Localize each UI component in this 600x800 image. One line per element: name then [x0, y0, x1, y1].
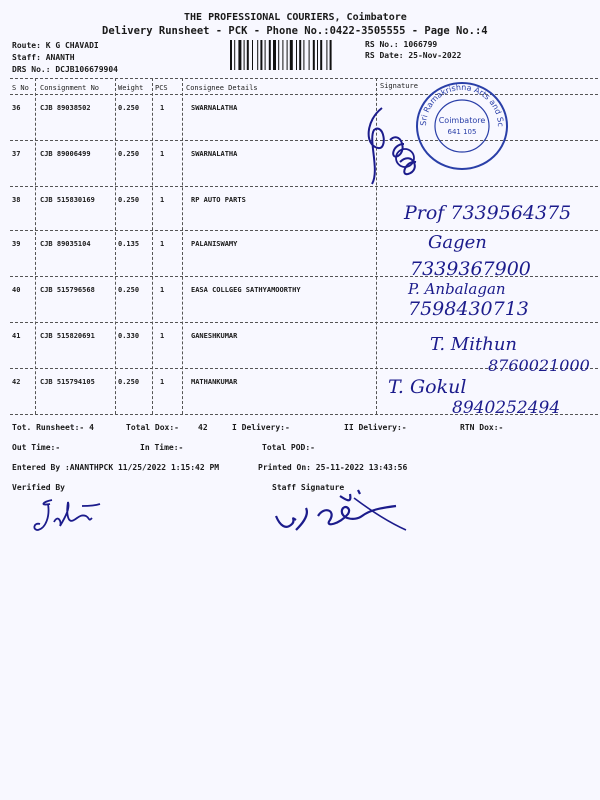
row-consignee: GANESHKUMAR: [191, 332, 238, 340]
route-label: Route: K G CHAVADI: [12, 41, 99, 50]
handwritten-name: P. Anbalagan: [408, 280, 506, 298]
row-consignee: SWARNALATHA: [191, 150, 238, 158]
verified-by-label: Verified By: [12, 483, 65, 492]
header-signature: Signature: [380, 82, 418, 90]
barcode-bar: [230, 40, 232, 70]
header-sno: S No: [12, 84, 29, 92]
row-consignment: CJB 515820691: [40, 332, 95, 340]
stamp-pin: 641 105: [447, 128, 477, 136]
staff-signature-label: Staff Signature: [272, 483, 345, 492]
out-time: Out Time:-: [12, 443, 61, 452]
stamp-city: Coimbatore: [438, 116, 486, 125]
barcode-bar: [330, 40, 332, 70]
row-weight: 0.250: [118, 150, 140, 158]
row-pcs: 1: [160, 332, 165, 340]
barcode-bar: [252, 40, 253, 70]
rs-date: RS Date: 25-Nov-2022: [365, 51, 462, 60]
barcode-bar: [282, 40, 283, 70]
row-weight: 0.135: [118, 240, 140, 248]
row-sno: 40: [12, 286, 21, 294]
row-pcs: 1: [160, 240, 165, 248]
row-pcs: 1: [160, 104, 165, 112]
row-weight: 0.250: [118, 286, 140, 294]
row-consignment: CJB 89035104: [40, 240, 91, 248]
row-sno: 36: [12, 104, 21, 112]
col-divider: [182, 78, 183, 414]
barcode-bar: [265, 40, 266, 70]
in-time: In Time:-: [140, 443, 184, 452]
barcode-bar: [290, 40, 293, 70]
barcode: [230, 40, 358, 70]
total-pod: Total POD:-: [262, 443, 315, 452]
row-rule: [10, 322, 598, 323]
row-pcs: 1: [160, 196, 165, 204]
company-title: THE PROFESSIONAL COURIERS, Coimbatore: [184, 12, 407, 23]
barcode-bar: [244, 40, 245, 70]
barcode-bar: [260, 40, 262, 70]
barcode-bar: [278, 40, 279, 70]
header-pcs: PCS: [155, 84, 168, 92]
row-pcs: 1: [160, 378, 165, 386]
barcode-bar: [273, 40, 276, 70]
row-pcs: 1: [160, 286, 165, 294]
col-divider: [152, 78, 153, 414]
row-consignee: SWARNALATHA: [191, 104, 238, 112]
row-pcs: 1: [160, 150, 165, 158]
handwritten-phone: Prof 7339564375: [404, 202, 572, 224]
row-sno: 39: [12, 240, 21, 248]
barcode-bar: [317, 40, 318, 70]
row-sno: 37: [12, 150, 21, 158]
barcode-bar: [299, 40, 301, 70]
barcode-bar: [287, 40, 288, 70]
barcode-bar: [234, 40, 235, 70]
barcode-bar: [326, 40, 327, 70]
verified-signature: [30, 492, 110, 536]
row-sno: 42: [12, 378, 21, 386]
handwritten-phone: 8940252494: [452, 398, 561, 418]
row-sno: 38: [12, 196, 21, 204]
barcode-bar: [320, 40, 322, 70]
handwritten-phone: 7598430713: [408, 298, 529, 320]
row-weight: 0.250: [118, 104, 140, 112]
staff-label: Staff: ANANTH: [12, 53, 75, 62]
stamp-ring-text: Sri Ramakrishna Arts and Science College: [409, 73, 506, 128]
row-consignee: EASA COLLGEG SATHYAMOORTHY: [191, 286, 301, 294]
runsheet-subtitle: Delivery Runsheet - PCK - Phone No.:0422-3505555 - Page No.:4: [102, 25, 488, 37]
row-consignment: CJB 89006499: [40, 150, 91, 158]
row-consignee: RP AUTO PARTS: [191, 196, 246, 204]
entered-by: Entered By :ANANTHPCK 11/25/2022 1:15:42 PM: [12, 463, 220, 472]
tot-runsheet: Tot. Runsheet:- 4: [12, 423, 94, 432]
barcode-bar: [309, 40, 310, 70]
row-consignee: PALANISWAMY: [191, 240, 238, 248]
staff-signature: [270, 486, 420, 542]
drs-label: DRS No.: DCJB106679904: [12, 65, 118, 74]
row-rule: [10, 230, 598, 231]
handwritten-phone: 8760021000: [488, 356, 590, 375]
header-consignment: Consignment No: [40, 84, 100, 92]
rs-number: RS No.: 1066799: [365, 40, 438, 49]
rtn-dox: RTN Dox:-: [460, 423, 504, 432]
barcode-bar: [257, 40, 258, 70]
printed-on: Printed On: 25-11-2022 13:43:56: [258, 463, 408, 472]
ii-delivery: II Delivery:-: [344, 423, 407, 432]
row-rule: [10, 186, 598, 187]
barcode-bar: [313, 40, 315, 70]
header-consignee: Consignee Details: [186, 84, 258, 92]
col-divider: [35, 78, 36, 414]
row-consignment: CJB 89038502: [40, 104, 91, 112]
table-top-rule: [10, 78, 598, 79]
barcode-bar: [303, 40, 304, 70]
row-weight: 0.250: [118, 378, 140, 386]
handwritten-name: Gagen: [428, 232, 487, 253]
i-delivery: I Delivery:-: [232, 423, 290, 432]
col-divider: [115, 78, 116, 414]
barcode-bar: [247, 40, 249, 70]
handwritten-name: T. Mithun: [430, 334, 518, 355]
barcode-bar: [238, 40, 241, 70]
signature-scribble: [360, 100, 470, 190]
header-weight: Weight: [118, 84, 144, 92]
row-consignment: CJB 515830169: [40, 196, 95, 204]
row-sno: 41: [12, 332, 21, 340]
total-dox-label: Total Dox:-: [126, 423, 179, 432]
handwritten-phone: 7339367900: [410, 258, 531, 280]
barcode-bar: [269, 40, 271, 70]
row-weight: 0.250: [118, 196, 140, 204]
row-consignee: MATHANKUMAR: [191, 378, 238, 386]
barcode-bar: [296, 40, 297, 70]
row-weight: 0.330: [118, 332, 140, 340]
handwritten-name: T. Gokul: [388, 376, 467, 398]
total-dox-value: 42: [198, 423, 208, 432]
row-consignment: CJB 515796568: [40, 286, 95, 294]
row-consignment: CJB 515794105: [40, 378, 95, 386]
